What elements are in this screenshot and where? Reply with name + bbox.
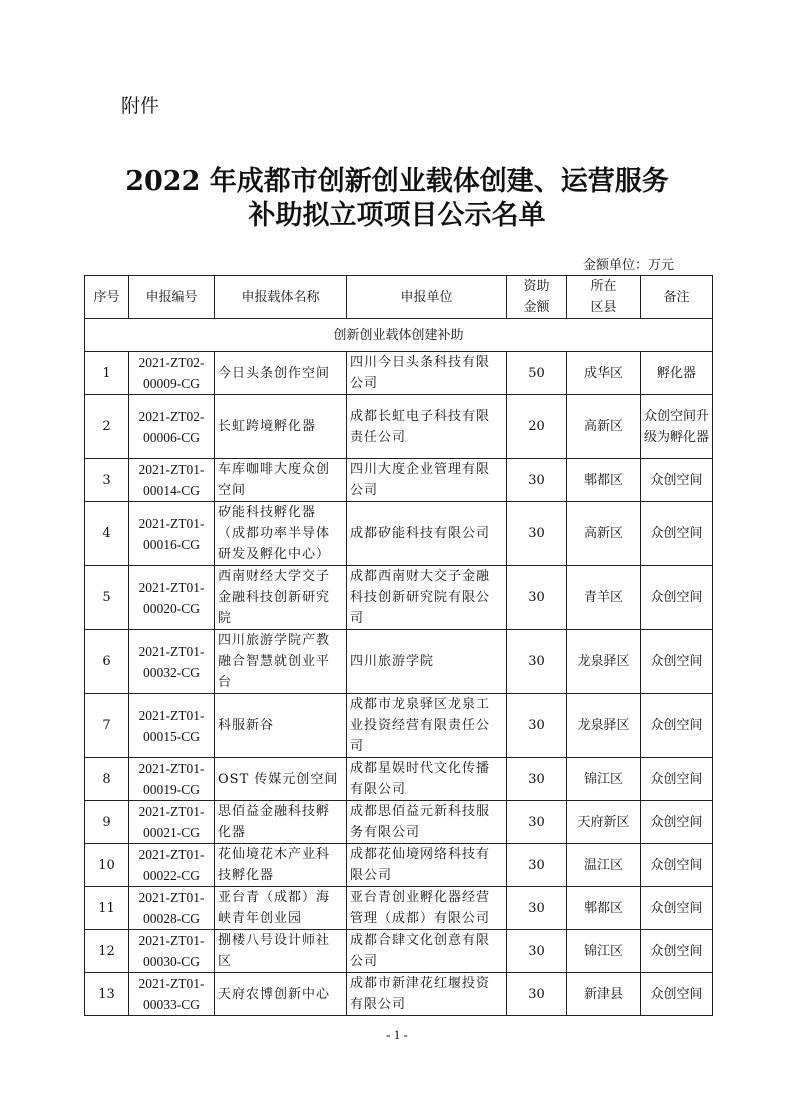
table-row xyxy=(85,758,713,801)
application-code: 2021-ZT01-00022-CG xyxy=(129,844,215,887)
section-title: 创新创业载体创建补助 xyxy=(85,319,713,352)
remark: 众创空间 xyxy=(641,502,713,566)
district: 新津县 xyxy=(567,973,641,1016)
row-number: 12 xyxy=(85,930,129,973)
subsidy-amount: 30 xyxy=(507,694,567,758)
subsidy-amount: 30 xyxy=(507,566,567,630)
applicant-unit: 成都花仙境网络科技有限公司 xyxy=(347,844,507,887)
applicant-unit: 成都西南财大交子金融科技创新研究院有限公司 xyxy=(347,566,507,630)
carrier-name: 捌楼八号设计师社区 xyxy=(215,930,347,973)
district: 锦江区 xyxy=(567,930,641,973)
attachment-label: 附件 xyxy=(121,95,160,117)
remark: 众创空间 xyxy=(641,844,713,887)
applicant-unit: 成都市龙泉驿区龙泉工业投资经营有限责任公司 xyxy=(347,694,507,758)
row-number: 10 xyxy=(85,844,129,887)
district: 天府新区 xyxy=(567,801,641,844)
column-header: 序号 xyxy=(85,276,129,319)
district: 高新区 xyxy=(567,502,641,566)
row-number: 4 xyxy=(85,502,129,566)
applicant-unit: 四川大度企业管理有限公司 xyxy=(347,459,507,502)
row-number: 11 xyxy=(85,887,129,930)
remark: 众创空间 xyxy=(641,459,713,502)
district: 龙泉驿区 xyxy=(567,694,641,758)
applicant-unit: 亚台青创业孵化器经营管理（成都）有限公司 xyxy=(347,887,507,930)
district: 郫都区 xyxy=(567,887,641,930)
row-number: 3 xyxy=(85,459,129,502)
district: 温江区 xyxy=(567,844,641,887)
applicant-unit: 成都长虹电子科技有限责任公司 xyxy=(347,395,507,459)
table-row xyxy=(85,973,713,1016)
section-row xyxy=(85,319,713,352)
carrier-name: 花仙境花木产业科技孵化器 xyxy=(215,844,347,887)
subsidy-amount: 50 xyxy=(507,352,567,395)
remark: 众创空间 xyxy=(641,630,713,694)
project-list-table xyxy=(84,275,713,1016)
table-body xyxy=(85,319,713,1016)
carrier-name: 矽能科技孵化器（成都功率半导体研发及孵化中心） xyxy=(215,502,347,566)
application-code: 2021-ZT01-00028-CG xyxy=(129,887,215,930)
carrier-name: 今日头条创作空间 xyxy=(215,352,347,395)
district: 青羊区 xyxy=(567,566,641,630)
district: 锦江区 xyxy=(567,758,641,801)
table-row xyxy=(85,887,713,930)
subsidy-amount: 30 xyxy=(507,502,567,566)
document-title-line-2: 补助拟立项项目公示名单 xyxy=(248,200,546,231)
subsidy-amount: 30 xyxy=(507,973,567,1016)
table-row xyxy=(85,502,713,566)
application-code: 2021-ZT01-00015-CG xyxy=(129,694,215,758)
application-code: 2021-ZT01-00032-CG xyxy=(129,630,215,694)
document-title-line-1: 2022 年成都市创新创业载体创建、运营服务 xyxy=(125,166,669,197)
applicant-unit: 四川今日头条科技有限公司 xyxy=(347,352,507,395)
carrier-name: 科服新谷 xyxy=(215,694,347,758)
application-code: 2021-ZT01-00016-CG xyxy=(129,502,215,566)
table-row xyxy=(85,801,713,844)
row-number: 2 xyxy=(85,395,129,459)
remark: 众创空间 xyxy=(641,801,713,844)
subsidy-amount: 30 xyxy=(507,459,567,502)
table-row xyxy=(85,395,713,459)
amount-unit-note: 金额单位：万元 xyxy=(582,258,674,273)
column-header: 所在 区县 xyxy=(567,276,641,319)
carrier-name: OST 传媒元创空间 xyxy=(215,758,347,801)
subsidy-amount: 30 xyxy=(507,630,567,694)
remark: 众创空间 xyxy=(641,694,713,758)
remark: 众创空间 xyxy=(641,566,713,630)
column-header: 备注 xyxy=(641,276,713,319)
table-row xyxy=(85,930,713,973)
remark: 众创空间 xyxy=(641,973,713,1016)
carrier-name: 思佰益金融科技孵化器 xyxy=(215,801,347,844)
table-row xyxy=(85,459,713,502)
application-code: 2021-ZT01-00014-CG xyxy=(129,459,215,502)
table-row xyxy=(85,566,713,630)
applicant-unit: 成都市新津花红堰投资有限公司 xyxy=(347,973,507,1016)
remark: 众创空间 xyxy=(641,758,713,801)
applicant-unit: 成都星娱时代文化传播有限公司 xyxy=(347,758,507,801)
carrier-name: 亚台青（成都）海峡青年创业园 xyxy=(215,887,347,930)
application-code: 2021-ZT01-00030-CG xyxy=(129,930,215,973)
row-number: 1 xyxy=(85,352,129,395)
column-header: 资助 金额 xyxy=(507,276,567,319)
application-code: 2021-ZT01-00019-CG xyxy=(129,758,215,801)
remark: 众创空间升级为孵化器 xyxy=(641,395,713,459)
district: 高新区 xyxy=(567,395,641,459)
district: 成华区 xyxy=(567,352,641,395)
carrier-name: 车库咖啡大度众创空间 xyxy=(215,459,347,502)
carrier-name: 西南财经大学交子金融科技创新研究院 xyxy=(215,566,347,630)
carrier-name: 四川旅游学院产教融合智慧就创业平台 xyxy=(215,630,347,694)
column-header: 申报载体名称 xyxy=(215,276,347,319)
remark: 孵化器 xyxy=(641,352,713,395)
table-row xyxy=(85,630,713,694)
table-header-row xyxy=(85,276,713,319)
carrier-name: 天府农博创新中心 xyxy=(215,973,347,1016)
applicant-unit: 成都思佰益元新科技服务有限公司 xyxy=(347,801,507,844)
row-number: 5 xyxy=(85,566,129,630)
application-code: 2021-ZT02-00009-CG xyxy=(129,352,215,395)
applicant-unit: 成都合肆文化创意有限公司 xyxy=(347,930,507,973)
application-code: 2021-ZT02-00006-CG xyxy=(129,395,215,459)
row-number: 8 xyxy=(85,758,129,801)
subsidy-amount: 30 xyxy=(507,801,567,844)
column-header: 申报单位 xyxy=(347,276,507,319)
applicant-unit: 成都矽能科技有限公司 xyxy=(347,502,507,566)
remark: 众创空间 xyxy=(641,930,713,973)
district: 龙泉驿区 xyxy=(567,630,641,694)
subsidy-amount: 30 xyxy=(507,887,567,930)
applicant-unit: 四川旅游学院 xyxy=(347,630,507,694)
subsidy-amount: 30 xyxy=(507,844,567,887)
subsidy-amount: 30 xyxy=(507,758,567,801)
page-number: - 1 - xyxy=(386,1027,408,1042)
row-number: 13 xyxy=(85,973,129,1016)
subsidy-amount: 20 xyxy=(507,395,567,459)
table-row xyxy=(85,352,713,395)
subsidy-amount: 30 xyxy=(507,930,567,973)
row-number: 9 xyxy=(85,801,129,844)
column-header: 申报编号 xyxy=(129,276,215,319)
district: 郫都区 xyxy=(567,459,641,502)
application-code: 2021-ZT01-00021-CG xyxy=(129,801,215,844)
application-code: 2021-ZT01-00033-CG xyxy=(129,973,215,1016)
carrier-name: 长虹跨境孵化器 xyxy=(215,395,347,459)
application-code: 2021-ZT01-00020-CG xyxy=(129,566,215,630)
table-row xyxy=(85,844,713,887)
table-row xyxy=(85,694,713,758)
row-number: 7 xyxy=(85,694,129,758)
row-number: 6 xyxy=(85,630,129,694)
remark: 众创空间 xyxy=(641,887,713,930)
